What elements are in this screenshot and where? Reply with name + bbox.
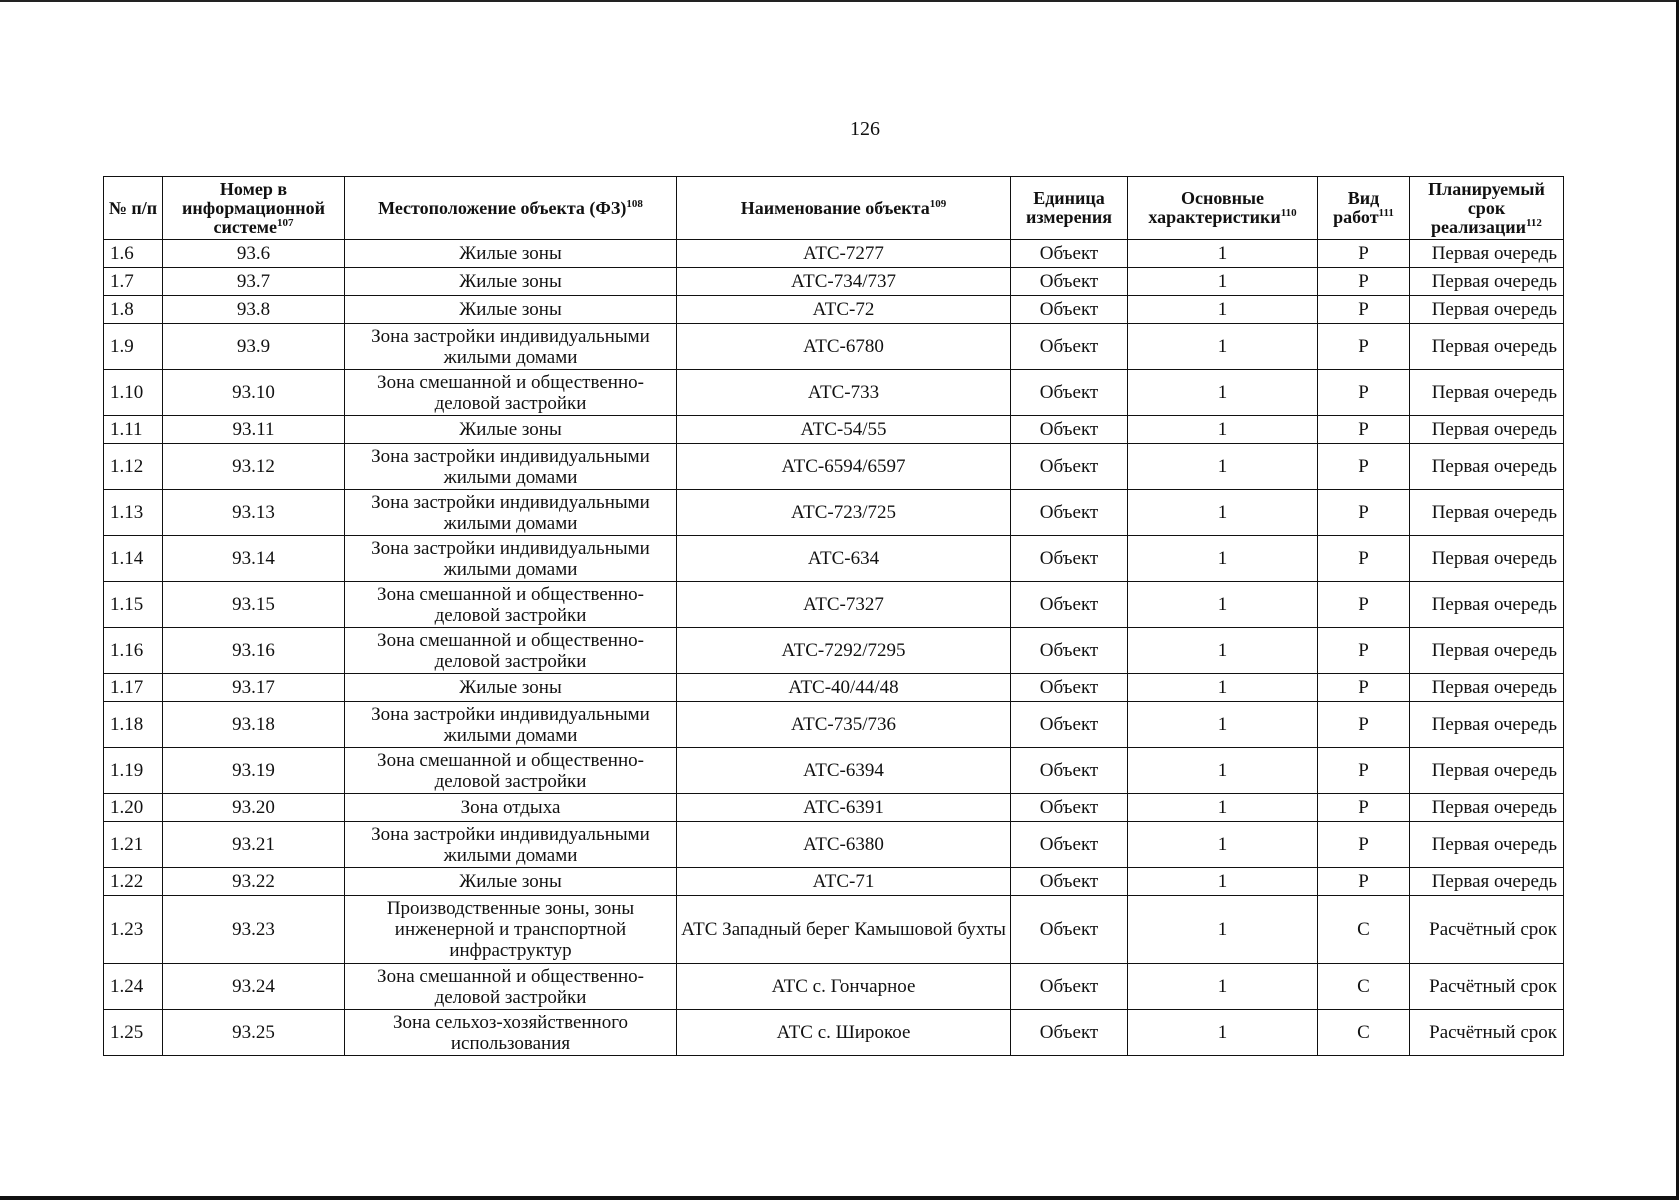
cell-number: 1.18 (104, 702, 163, 748)
cell-unit: Объект (1011, 748, 1128, 794)
cell-planned-period: Первая очередь (1410, 490, 1564, 536)
cell-unit: Объект (1011, 868, 1128, 896)
cell-system-code: 93.9 (163, 324, 345, 370)
cell-object-name: АТС с. Гончарное (677, 964, 1011, 1010)
cell-system-code: 93.10 (163, 370, 345, 416)
cell-characteristics: 1 (1128, 240, 1318, 268)
table-row (104, 416, 1564, 444)
cell-characteristics: 1 (1128, 268, 1318, 296)
cell-characteristics: 1 (1128, 490, 1318, 536)
table-row (104, 296, 1564, 324)
cell-planned-period: Расчётный срок (1410, 896, 1564, 964)
cell-number: 1.16 (104, 628, 163, 674)
cell-work-type: Р (1318, 822, 1410, 868)
cell-number: 1.12 (104, 444, 163, 490)
cell-object-name: АТС Западный берег Камышовой бухты (677, 896, 1011, 964)
cell-number: 1.23 (104, 896, 163, 964)
cell-planned-period: Первая очередь (1410, 444, 1564, 490)
cell-planned-period: Первая очередь (1410, 868, 1564, 896)
table-row (104, 822, 1564, 868)
header-system-code: Номер в информационной системе$^{107}$ (163, 177, 345, 240)
cell-number: 1.10 (104, 370, 163, 416)
cell-system-code: 93.8 (163, 296, 345, 324)
cell-object-name: АТС-7292/7295 (677, 628, 1011, 674)
cell-work-type: Р (1318, 536, 1410, 582)
table-row (104, 896, 1564, 964)
cell-characteristics: 1 (1128, 1010, 1318, 1056)
header-location: Местоположение объекта (ФЗ)$^{108}$ (345, 177, 677, 240)
cell-system-code: 93.12 (163, 444, 345, 490)
cell-characteristics: 1 (1128, 674, 1318, 702)
cell-object-name: АТС-6394 (677, 748, 1011, 794)
cell-location: Зона застройки индивидуальными жилыми домами (345, 822, 677, 868)
cell-location: Зона застройки индивидуальными жилыми домами (345, 324, 677, 370)
cell-work-type: Р (1318, 268, 1410, 296)
scan-edge-top (0, 0, 1679, 2)
cell-location: Жилые зоны (345, 868, 677, 896)
cell-planned-period: Первая очередь (1410, 702, 1564, 748)
cell-unit: Объект (1011, 582, 1128, 628)
cell-location: Жилые зоны (345, 240, 677, 268)
cell-object-name: АТС-6391 (677, 794, 1011, 822)
cell-system-code: 93.21 (163, 822, 345, 868)
cell-location: Зона смешанной и общественно-деловой застройки (345, 628, 677, 674)
table-header-row (104, 177, 1564, 240)
cell-work-type: Р (1318, 416, 1410, 444)
cell-characteristics: 1 (1128, 370, 1318, 416)
header-number: № п/п (104, 177, 163, 240)
cell-number: 1.19 (104, 748, 163, 794)
cell-location: Зона застройки индивидуальными жилыми домами (345, 536, 677, 582)
header-work-type: Вид работ$^{111}$ (1318, 177, 1410, 240)
cell-unit: Объект (1011, 268, 1128, 296)
cell-planned-period: Первая очередь (1410, 674, 1564, 702)
cell-system-code: 93.14 (163, 536, 345, 582)
cell-unit: Объект (1011, 674, 1128, 702)
cell-system-code: 93.16 (163, 628, 345, 674)
cell-unit: Объект (1011, 794, 1128, 822)
cell-system-code: 93.6 (163, 240, 345, 268)
cell-unit: Объект (1011, 628, 1128, 674)
cell-number: 1.20 (104, 794, 163, 822)
cell-characteristics: 1 (1128, 822, 1318, 868)
cell-object-name: АТС-6780 (677, 324, 1011, 370)
cell-work-type: С (1318, 1010, 1410, 1056)
cell-object-name: АТС-734/737 (677, 268, 1011, 296)
table-row (104, 268, 1564, 296)
cell-unit: Объект (1011, 1010, 1128, 1056)
cell-unit: Объект (1011, 324, 1128, 370)
cell-location: Зона сельхоз-хозяйственного использования (345, 1010, 677, 1056)
cell-characteristics: 1 (1128, 628, 1318, 674)
table-row (104, 674, 1564, 702)
cell-number: 1.15 (104, 582, 163, 628)
cell-unit: Объект (1011, 536, 1128, 582)
cell-number: 1.14 (104, 536, 163, 582)
table-row (104, 628, 1564, 674)
table-row (104, 444, 1564, 490)
cell-planned-period: Расчётный срок (1410, 1010, 1564, 1056)
table-row (104, 702, 1564, 748)
cell-characteristics: 1 (1128, 964, 1318, 1010)
cell-work-type: Р (1318, 582, 1410, 628)
cell-location: Зона застройки индивидуальными жилыми домами (345, 444, 677, 490)
cell-unit: Объект (1011, 444, 1128, 490)
cell-planned-period: Первая очередь (1410, 536, 1564, 582)
cell-number: 1.13 (104, 490, 163, 536)
cell-number: 1.22 (104, 868, 163, 896)
cell-object-name: АТС-72 (677, 296, 1011, 324)
cell-characteristics: 1 (1128, 868, 1318, 896)
cell-work-type: Р (1318, 296, 1410, 324)
cell-location: Жилые зоны (345, 296, 677, 324)
cell-location: Зона застройки индивидуальными жилыми домами (345, 490, 677, 536)
header-object-name: Наименование объекта$^{109}$ (677, 177, 1011, 240)
cell-object-name: АТС-733 (677, 370, 1011, 416)
cell-system-code: 93.7 (163, 268, 345, 296)
cell-characteristics: 1 (1128, 536, 1318, 582)
table-row (104, 582, 1564, 628)
cell-system-code: 93.17 (163, 674, 345, 702)
cell-location: Зона отдыха (345, 794, 677, 822)
table-row (104, 324, 1564, 370)
cell-work-type: Р (1318, 324, 1410, 370)
cell-planned-period: Расчётный срок (1410, 964, 1564, 1010)
header-characteristics: Основные характеристики$^{110}$ (1128, 177, 1318, 240)
cell-characteristics: 1 (1128, 896, 1318, 964)
cell-number: 1.9 (104, 324, 163, 370)
cell-location: Жилые зоны (345, 674, 677, 702)
cell-location: Зона застройки индивидуальными жилыми домами (345, 702, 677, 748)
cell-number: 1.8 (104, 296, 163, 324)
cell-characteristics: 1 (1128, 582, 1318, 628)
cell-work-type: С (1318, 896, 1410, 964)
cell-system-code: 93.11 (163, 416, 345, 444)
cell-object-name: АТС-40/44/48 (677, 674, 1011, 702)
table-row (104, 370, 1564, 416)
cell-unit: Объект (1011, 370, 1128, 416)
cell-work-type: Р (1318, 674, 1410, 702)
cell-unit: Объект (1011, 490, 1128, 536)
cell-number: 1.21 (104, 822, 163, 868)
cell-planned-period: Первая очередь (1410, 268, 1564, 296)
table-row (104, 536, 1564, 582)
cell-number: 1.6 (104, 240, 163, 268)
cell-planned-period: Первая очередь (1410, 240, 1564, 268)
cell-number: 1.24 (104, 964, 163, 1010)
cell-work-type: Р (1318, 444, 1410, 490)
header-unit: Единица измерения (1011, 177, 1128, 240)
cell-unit: Объект (1011, 896, 1128, 964)
cell-planned-period: Первая очередь (1410, 822, 1564, 868)
cell-number: 1.25 (104, 1010, 163, 1056)
cell-planned-period: Первая очередь (1410, 794, 1564, 822)
cell-characteristics: 1 (1128, 416, 1318, 444)
objects-table (103, 176, 1564, 1056)
table-row (104, 240, 1564, 268)
cell-characteristics: 1 (1128, 296, 1318, 324)
cell-system-code: 93.13 (163, 490, 345, 536)
table-row (104, 490, 1564, 536)
cell-system-code: 93.15 (163, 582, 345, 628)
cell-unit: Объект (1011, 416, 1128, 444)
table-row (104, 1010, 1564, 1056)
cell-planned-period: Первая очередь (1410, 628, 1564, 674)
table-row (104, 794, 1564, 822)
cell-location: Зона смешанной и общественно-деловой застройки (345, 370, 677, 416)
cell-object-name: АТС-6594/6597 (677, 444, 1011, 490)
cell-system-code: 93.18 (163, 702, 345, 748)
cell-object-name: АТС-7277 (677, 240, 1011, 268)
cell-unit: Объект (1011, 296, 1128, 324)
cell-work-type: Р (1318, 240, 1410, 268)
cell-object-name: АТС-54/55 (677, 416, 1011, 444)
cell-object-name: АТС-6380 (677, 822, 1011, 868)
cell-object-name: АТС-634 (677, 536, 1011, 582)
cell-object-name: АТС-735/736 (677, 702, 1011, 748)
cell-location: Жилые зоны (345, 416, 677, 444)
page-number: 126 (850, 118, 880, 140)
cell-planned-period: Первая очередь (1410, 324, 1564, 370)
cell-planned-period: Первая очередь (1410, 370, 1564, 416)
cell-object-name: АТС с. Широкое (677, 1010, 1011, 1056)
table-row (104, 868, 1564, 896)
cell-unit: Объект (1011, 822, 1128, 868)
cell-unit: Объект (1011, 240, 1128, 268)
cell-characteristics: 1 (1128, 702, 1318, 748)
cell-unit: Объект (1011, 964, 1128, 1010)
cell-work-type: С (1318, 964, 1410, 1010)
cell-object-name: АТС-7327 (677, 582, 1011, 628)
table-row (104, 964, 1564, 1010)
cell-characteristics: 1 (1128, 324, 1318, 370)
scan-edge-bottom (0, 1196, 1679, 1200)
cell-work-type: Р (1318, 702, 1410, 748)
cell-object-name: АТС-71 (677, 868, 1011, 896)
cell-planned-period: Первая очередь (1410, 296, 1564, 324)
header-planned-period: Планируемый срок реализации$^{112}$ (1410, 177, 1564, 240)
cell-location: Производственные зоны, зоны инженерной и транспортной инфраструктур (345, 896, 677, 964)
cell-work-type: Р (1318, 748, 1410, 794)
cell-location: Зона смешанной и общественно-деловой застройки (345, 964, 677, 1010)
cell-work-type: Р (1318, 868, 1410, 896)
table-row (104, 748, 1564, 794)
cell-unit: Объект (1011, 702, 1128, 748)
cell-location: Зона смешанной и общественно-деловой застройки (345, 748, 677, 794)
cell-system-code: 93.24 (163, 964, 345, 1010)
cell-number: 1.7 (104, 268, 163, 296)
cell-characteristics: 1 (1128, 748, 1318, 794)
cell-system-code: 93.19 (163, 748, 345, 794)
cell-work-type: Р (1318, 370, 1410, 416)
cell-location: Жилые зоны (345, 268, 677, 296)
cell-system-code: 93.25 (163, 1010, 345, 1056)
cell-system-code: 93.20 (163, 794, 345, 822)
cell-work-type: Р (1318, 490, 1410, 536)
cell-number: 1.11 (104, 416, 163, 444)
cell-planned-period: Первая очередь (1410, 748, 1564, 794)
cell-location: Зона смешанной и общественно-деловой застройки (345, 582, 677, 628)
cell-planned-period: Первая очередь (1410, 416, 1564, 444)
cell-system-code: 93.22 (163, 868, 345, 896)
cell-characteristics: 1 (1128, 794, 1318, 822)
cell-planned-period: Первая очередь (1410, 582, 1564, 628)
cell-work-type: Р (1318, 628, 1410, 674)
cell-system-code: 93.23 (163, 896, 345, 964)
cell-object-name: АТС-723/725 (677, 490, 1011, 536)
cell-characteristics: 1 (1128, 444, 1318, 490)
cell-work-type: Р (1318, 794, 1410, 822)
cell-number: 1.17 (104, 674, 163, 702)
